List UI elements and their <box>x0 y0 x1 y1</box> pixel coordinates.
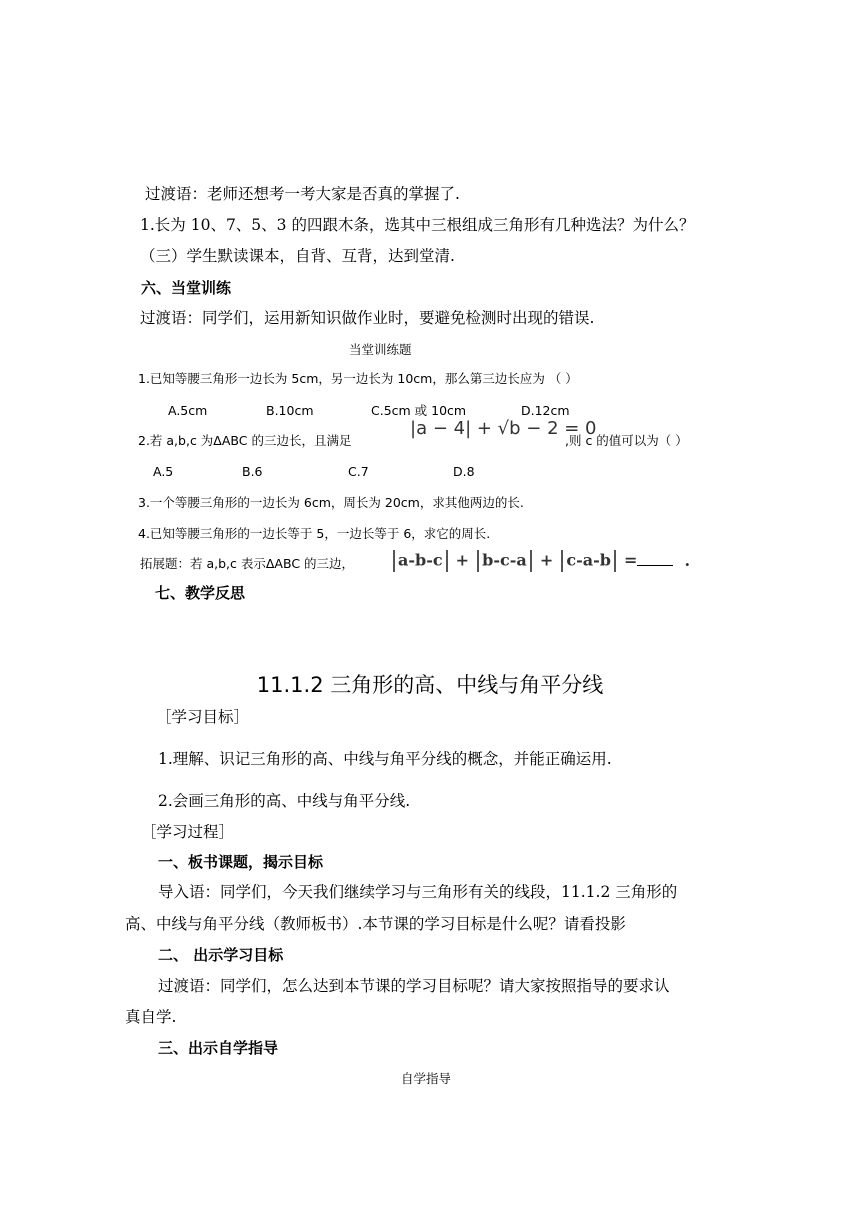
intro-line-1: 导入语：同学们，今天我们继续学习与三角形有关的线段，11.1.2 三角形的 <box>158 883 678 901</box>
ending-period: . <box>684 550 691 570</box>
transition-line-1: 过渡语：同学们，怎么达到本节课的学习目标呢？请大家按照指导的要求认 <box>158 977 670 995</box>
q1-option-c: C.5cm 或 10cm <box>371 403 467 418</box>
equals-sign: = <box>624 550 638 570</box>
q2-option-a: A.5 <box>153 464 174 479</box>
lesson-title: 11.1.2 三角形的高、中线与角平分线 <box>256 673 604 697</box>
abs-bar <box>446 550 448 572</box>
transition-line-2: 真自学. <box>125 1008 177 1026</box>
goal-2: 2.会画三角形的高、中线与角平分线. <box>158 792 411 810</box>
goal-1: 1.理解、识记三角形的高、中线与角平分线的概念，并能正确运用. <box>158 750 612 768</box>
section-seven-heading: 七、教学反思 <box>155 584 246 602</box>
abs-bar <box>530 550 532 572</box>
part-two-heading: 二、 出示学习目标 <box>158 946 284 964</box>
self-study-guide-heading: 自学指导 <box>401 1071 452 1086</box>
abs-term-1: a-b-c <box>398 550 443 570</box>
exercise-q3: 3.一个等腰三角形的一边长为 6cm，周长为 20cm，求其他两边的长. <box>138 495 524 510</box>
extension-formula <box>390 550 690 572</box>
abs-bar <box>393 550 395 572</box>
q2-formula: |a − 4| + √b − 2 = 0 <box>410 418 597 439</box>
q2-option-c: C.7 <box>348 464 369 479</box>
question-sticks: 1.长为 10、7、5、3 的四跟木条，选其中三根组成三角形有几种选法？为什么？ <box>140 216 695 234</box>
answer-blank <box>637 551 673 566</box>
q2-option-b: B.6 <box>242 464 263 479</box>
q1-option-b: B.10cm <box>266 403 314 418</box>
abs-bar <box>561 550 563 572</box>
step-three: （三）学生默读课本，自背、互背，达到堂清. <box>140 247 455 265</box>
learning-goals-label: ［学习目标］ <box>156 708 250 726</box>
extension-prefix: 拓展题：若 a,b,c 表示ΔABC 的三边， <box>140 556 355 571</box>
abs-bar <box>614 550 616 572</box>
abs-bar <box>477 550 479 572</box>
q1-option-a: A.5cm <box>168 403 208 418</box>
q1-option-d: D.12cm <box>521 403 570 418</box>
exercise-q1: 1.已知等腰三角形一边长为 5cm，另一边长为 10cm，那么第三边长应为 （ ） <box>138 371 578 386</box>
exercise-q4: 4.已知等腰三角形的一边长等于 5，一边长等于 6，求它的周长. <box>138 526 491 541</box>
q2-option-d: D.8 <box>453 464 475 479</box>
abs-term-3: c-a-b <box>566 550 611 570</box>
abs-term-2: b-c-a <box>482 550 527 570</box>
plus-sign: + <box>455 550 470 570</box>
part-one-heading: 一、板书课题，揭示目标 <box>158 853 324 871</box>
learning-process-label: ［学习过程］ <box>141 823 235 841</box>
exercise-heading: 当堂训练题 <box>349 342 412 357</box>
intro-line-2: 高、中线与角平分线（教师板书）.本节课的学习目标是什么呢？请看投影 <box>125 915 626 933</box>
exercise-q2-prefix: 2.若 a,b,c 为ΔABC 的三边长，且满足 <box>138 433 352 448</box>
plus-sign: + <box>539 550 554 570</box>
part-three-heading: 三、出示自学指导 <box>158 1039 279 1057</box>
exercise-q2-suffix: ,则 c 的值可以为（ ） <box>565 433 688 448</box>
transition-text-1: 过渡语：老师还想考一考大家是否真的掌握了. <box>145 185 460 203</box>
section-six-heading: 六、当堂训练 <box>141 279 232 297</box>
transition-text-2: 过渡语：同学们，运用新知识做作业时，要避免检测时出现的错误. <box>140 309 595 327</box>
